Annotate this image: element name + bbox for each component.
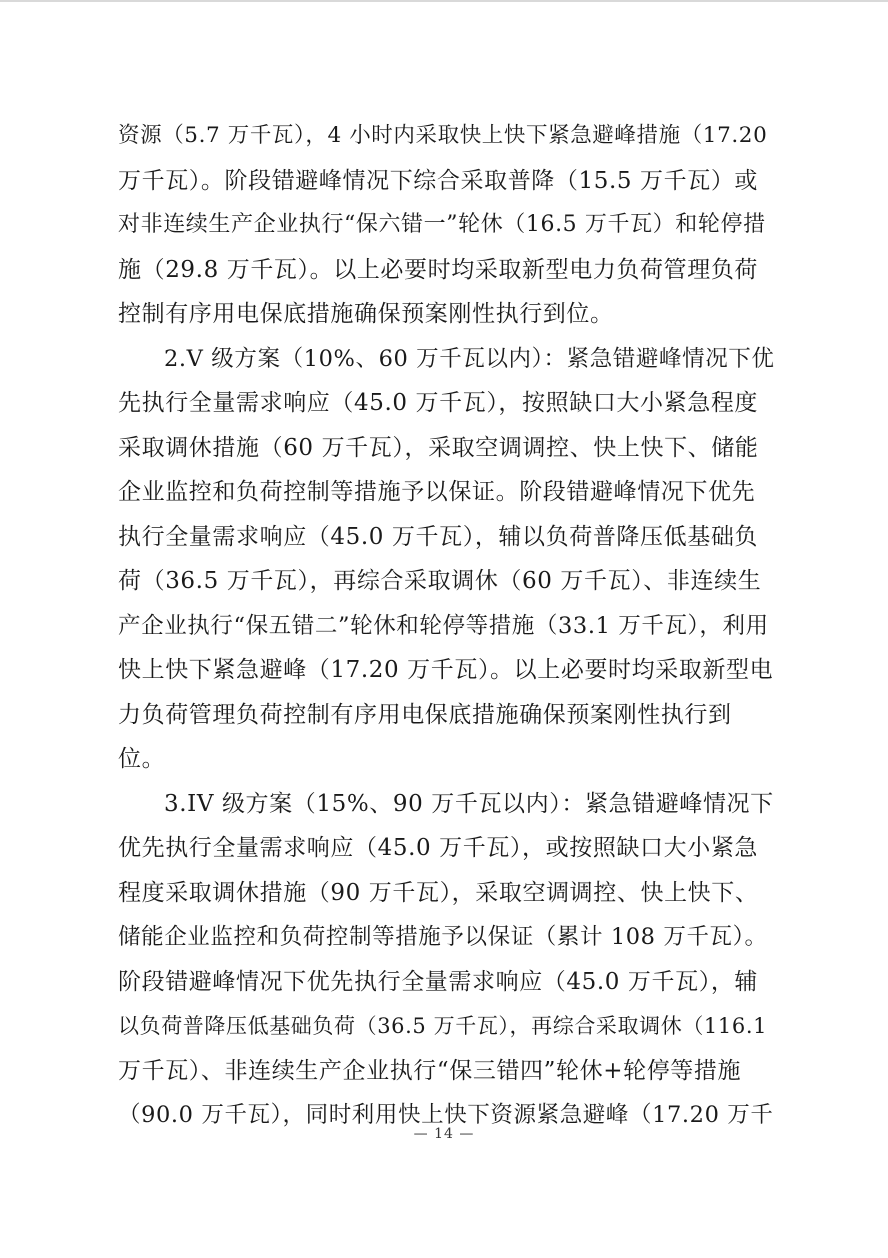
- text-line: 企业监控和负荷控制等措施予以保证。阶段错避峰情况下优先: [118, 479, 756, 505]
- page-number: — 14 —: [413, 1126, 475, 1142]
- paragraph-heading-line: 2.V 级方案（10%、60 万千瓦以内）：紧急错避峰情况下优: [164, 345, 775, 372]
- text-line: 执行全量需求响应（45.0 万千瓦），辅以负荷普降压低基础负: [118, 523, 759, 550]
- text-line: 力负荷管理负荷控制有序用电保底措施确保预案刚性执行到: [118, 701, 732, 728]
- text-line: 先执行全量需求响应（45.0 万千瓦），按照缺口大小紧急程度: [118, 390, 759, 416]
- paragraph-heading-line: 3.IV 级方案（15%、90 万千瓦以内）：紧急错避峰情况下: [164, 790, 774, 817]
- text-line: 快上快下紧急避峰（17.20 万千瓦）。以上必要时均采取新型电: [118, 657, 774, 683]
- text-line: 储能企业监控和负荷控制等措施予以保证（累计 108 万千瓦）。: [118, 924, 768, 950]
- text-line: 以负荷普降压低基础负荷（36.5 万千瓦），再综合采取调休（116.1: [118, 1014, 768, 1038]
- text-line: 对非连续生产企业执行“保六错一”轮休（16.5 万千瓦）和轮停措: [118, 212, 766, 237]
- text-line: 万千瓦）。阶段错避峰情况下综合采取普降（15.5 万千瓦）或: [118, 167, 759, 194]
- text-line: 产企业执行“保五错二”轮休和轮停等措施（33.1 万千瓦），利用: [118, 612, 769, 639]
- text-line: 采取调休措施（60 万千瓦），采取空调调控、快上快下、储能: [118, 434, 759, 461]
- top-border-line: [0, 0, 888, 2]
- text-line: 控制有序用电保底措施确保预案刚性执行到位。: [118, 301, 614, 327]
- text-line: 程度采取调休措施（90 万千瓦），采取空调调控、快上快下、: [118, 879, 759, 906]
- text-line: 优先执行全量需求响应（45.0 万千瓦），或按照缺口大小紧急: [118, 835, 759, 861]
- text-line: 阶段错避峰情况下优先执行全量需求响应（45.0 万千瓦），辅: [118, 968, 759, 995]
- text-line: 荷（36.5 万千瓦），再综合采取调休（60 万千瓦）、非连续生: [118, 568, 762, 594]
- document-body: [118, 114, 778, 1138]
- text-line: 施（29.8 万千瓦）。以上必要时均采取新型电力负荷管理负荷: [118, 256, 759, 283]
- text-line: 资源（5.7 万千瓦），4 小时内采取快上快下紧急避峰措施（17.20: [118, 123, 768, 148]
- text-line: 位。: [118, 746, 166, 772]
- text-line: （90.0 万千瓦），同时利用快上快下资源紧急避峰（17.20 万千: [118, 1102, 774, 1128]
- text-line: 万千瓦）、非连续生产企业执行“保三错四”轮休+轮停等措施: [118, 1057, 742, 1084]
